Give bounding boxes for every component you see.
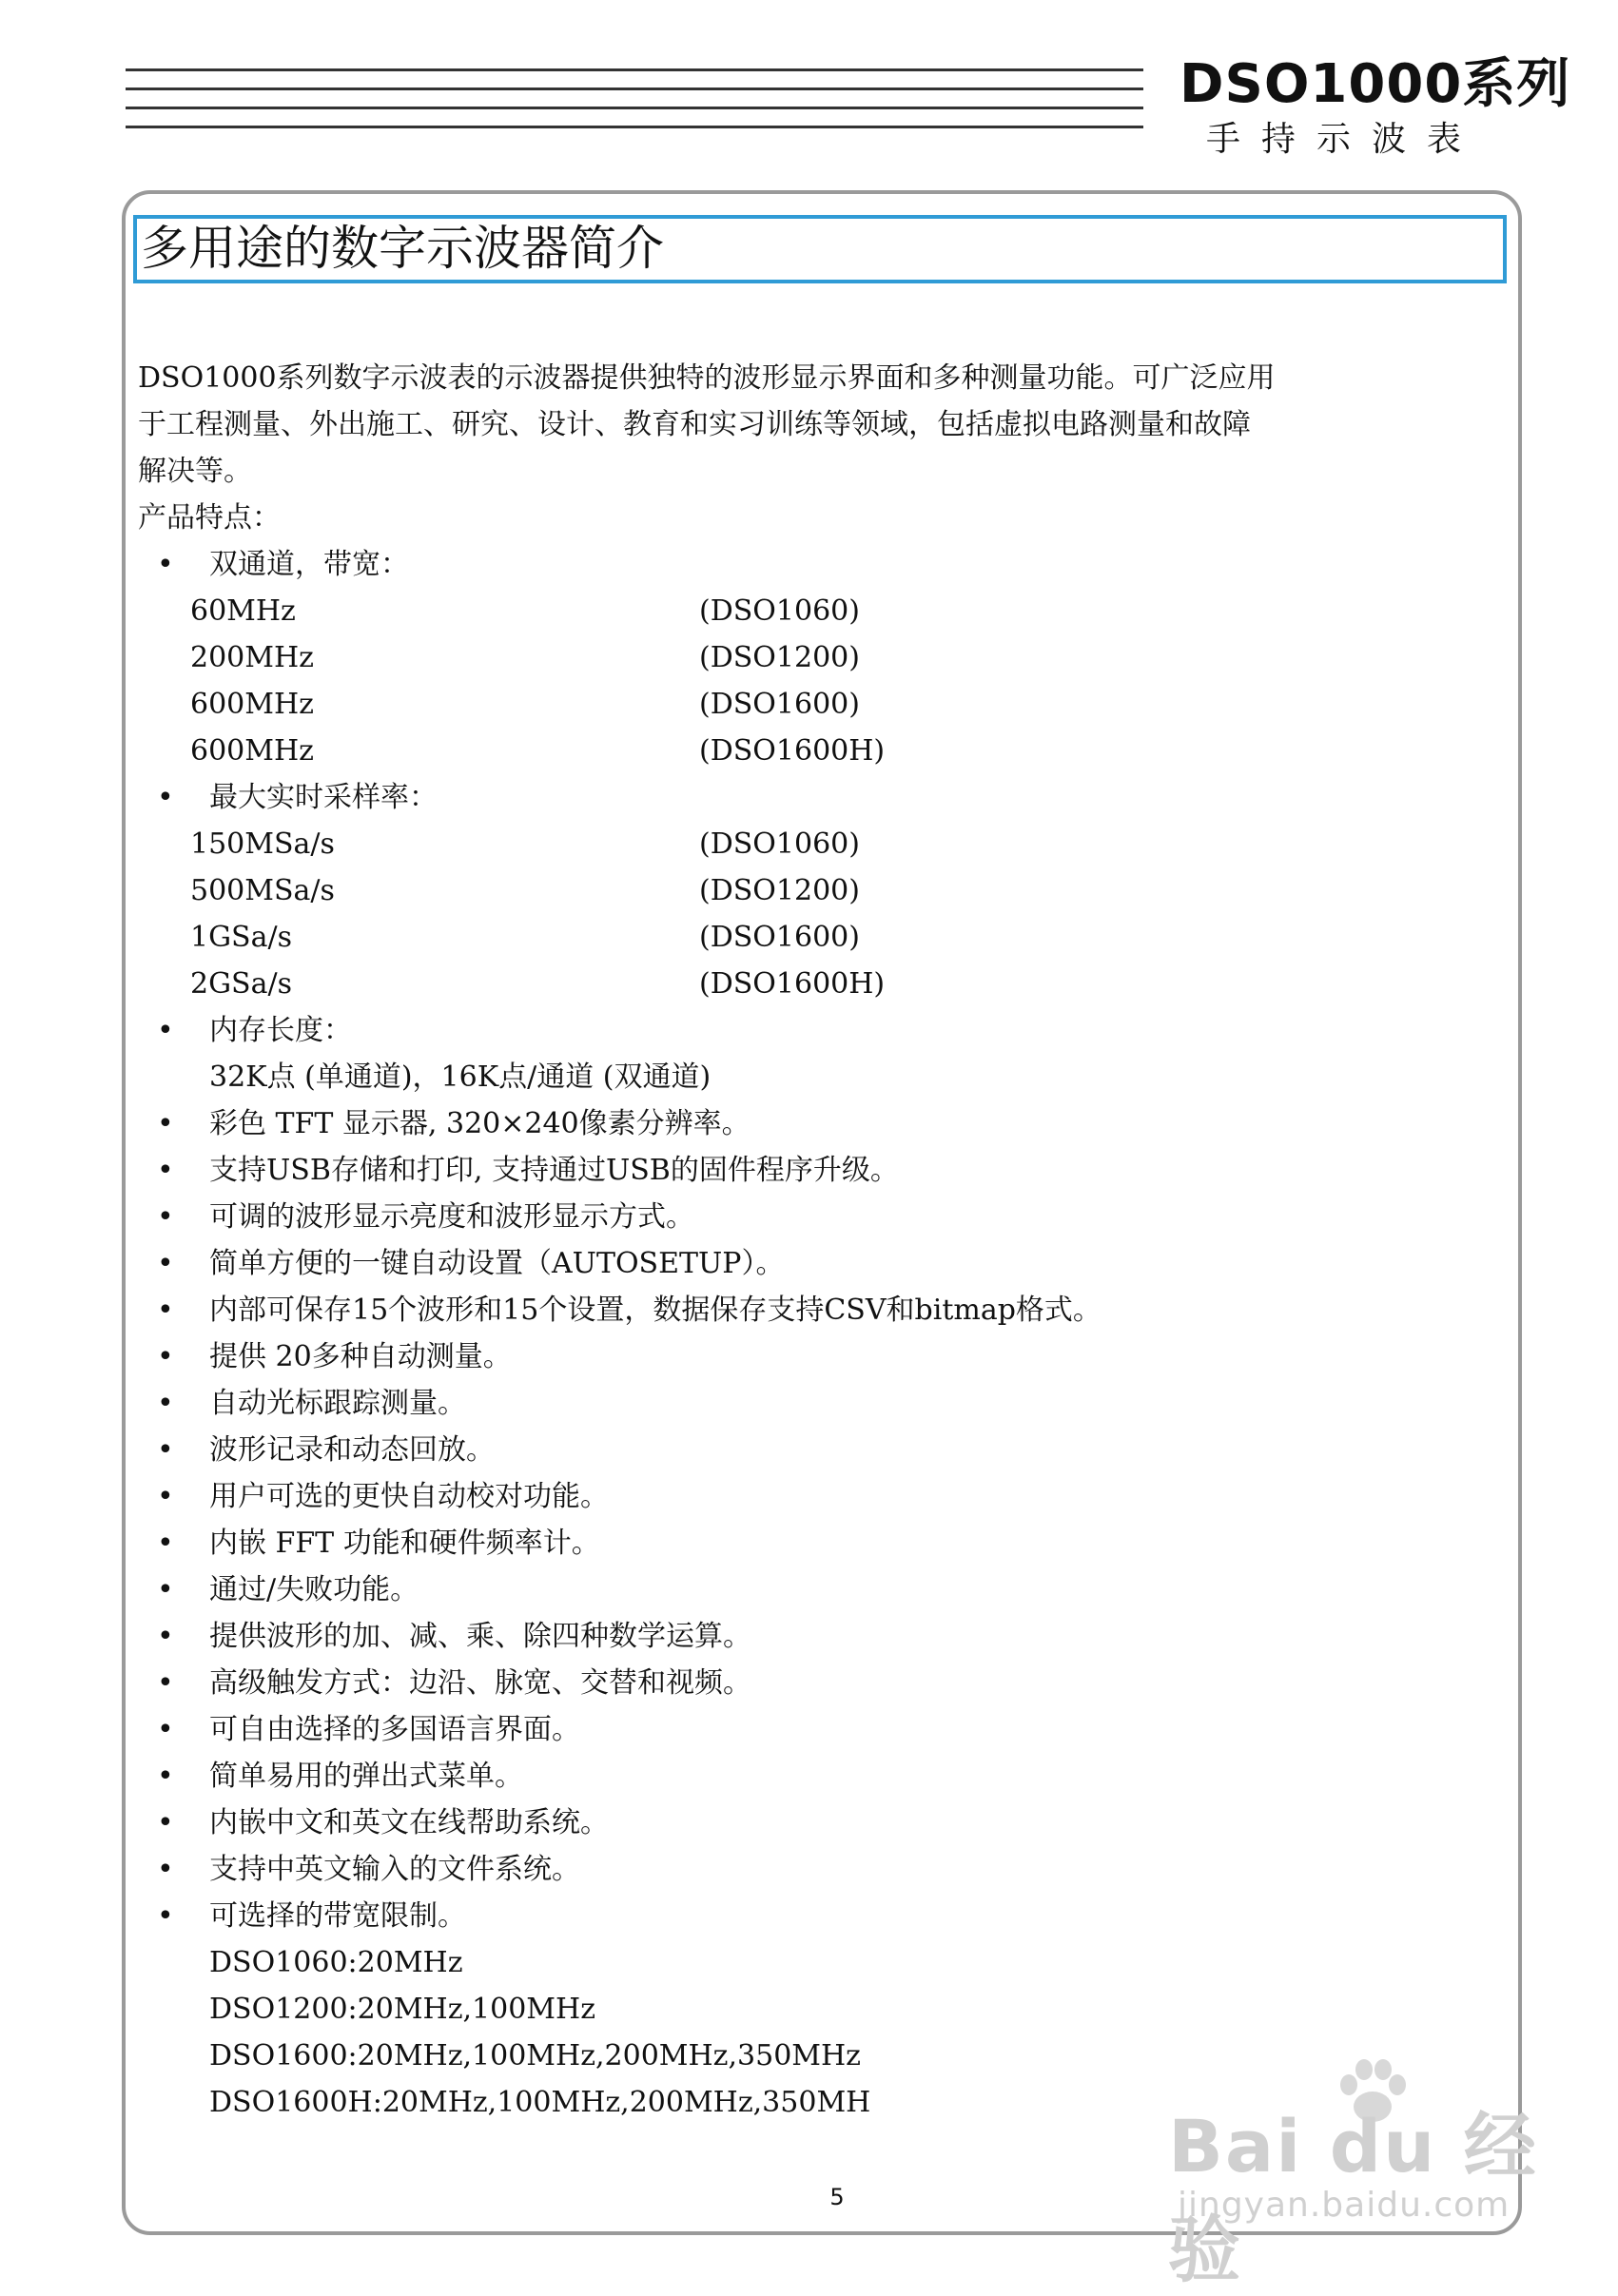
bw-limit-text: DSO1200:20MHz,100MHz <box>209 1993 595 2026</box>
feature-text: 可调的波形显示亮度和波形显示方式。 <box>209 1200 694 1234</box>
feature-item <box>138 1287 1508 1333</box>
feature-list <box>138 1100 1508 1893</box>
bullet-memory <box>138 1007 1508 1054</box>
feature-text: 内嵌 FFT 功能和硬件频率计。 <box>209 1527 600 1560</box>
header-rule-1 <box>126 68 1143 71</box>
feature-item <box>138 1333 1508 1380</box>
bullet-sample-rate <box>138 774 1508 821</box>
bullet-bandwidth <box>138 541 1508 588</box>
spec-row <box>138 681 1508 728</box>
spec-row <box>138 961 1508 1007</box>
feature-item <box>138 1520 1508 1566</box>
feature-item <box>138 1473 1508 1520</box>
memory-detail <box>138 1054 1508 1100</box>
spec-value: 2GSa/s <box>190 967 292 1001</box>
feature-text: 用户可选的更快自动校对功能。 <box>209 1480 609 1513</box>
bullet-marker: • <box>157 781 174 814</box>
bullet-marker: • <box>157 1433 174 1467</box>
feature-text: 内嵌中文和英文在线帮助系统。 <box>209 1806 609 1839</box>
spec-value: 600MHz <box>190 688 314 721</box>
bullet-text: 可选择的带宽限制。 <box>209 1899 466 1933</box>
bw-limit-row <box>138 1939 1508 1986</box>
bullet-marker: • <box>157 548 174 581</box>
brand-subtitle: 手持示波表 <box>1206 120 1483 159</box>
features-heading: 产品特点： <box>138 501 281 535</box>
spec-model: (DSO1600) <box>699 921 860 954</box>
memory-detail-text: 32K点 (单通道)，16K点/通道 (双通道) <box>209 1060 712 1094</box>
spec-row <box>138 634 1508 681</box>
feature-text: 波形记录和动态回放。 <box>209 1433 495 1467</box>
spec-model: (DSO1060) <box>699 827 860 861</box>
feature-item <box>138 1427 1508 1473</box>
spec-value: 500MSa/s <box>190 874 335 907</box>
feature-text: 彩色 TFT 显示器, 320×240像素分辨率。 <box>209 1107 751 1140</box>
bullet-marker: • <box>157 1107 174 1140</box>
feature-text: 内部可保存15个波形和15个设置，数据保存支持CSV和bitmap格式。 <box>209 1294 1101 1327</box>
watermark-url: jingyan.baidu.com <box>1178 2186 1511 2225</box>
feature-text: 通过/失败功能。 <box>209 1573 419 1606</box>
spec-model: (DSO1600H) <box>699 967 886 1001</box>
spec-row <box>138 914 1508 961</box>
spec-row <box>138 728 1508 774</box>
feature-text: 高级触发方式：边沿、脉宽、交替和视频。 <box>209 1666 751 1700</box>
feature-item <box>138 1706 1508 1753</box>
spec-value: 200MHz <box>190 641 314 674</box>
spec-row <box>138 867 1508 914</box>
bullet-marker: • <box>157 1853 174 1886</box>
feature-item <box>138 1660 1508 1706</box>
bullet-text: 双通道，带宽： <box>209 548 409 581</box>
spec-value: 150MSa/s <box>190 827 335 861</box>
feature-text: 简单易用的弹出式菜单。 <box>209 1760 523 1793</box>
bw-limit-text: DSO1600:20MHz,100MHz,200MHz,350MHz <box>209 2039 861 2072</box>
feature-text: 自动光标跟踪测量。 <box>209 1387 466 1420</box>
feature-text: 可自由选择的多国语言界面。 <box>209 1713 580 1746</box>
feature-item <box>138 1380 1508 1427</box>
intro-line: 于工程测量、外出施工、研究、设计、教育和实习训练等领域，包括虚拟电路测量和故障 <box>138 408 1251 441</box>
header-rule-4 <box>126 126 1143 128</box>
bullet-marker: • <box>157 1806 174 1839</box>
bullet-marker: • <box>157 1527 174 1560</box>
feature-item <box>138 1194 1508 1240</box>
spec-value: 1GSa/s <box>190 921 292 954</box>
spec-model: (DSO1200) <box>699 641 860 674</box>
spec-model: (DSO1200) <box>699 874 860 907</box>
bullet-marker: • <box>157 1620 174 1653</box>
intro-paragraph <box>138 355 1508 495</box>
page-number: 5 <box>829 2184 845 2210</box>
section-title: 多用途的数字示波器简介 <box>133 215 1507 283</box>
bullet-marker: • <box>157 1666 174 1700</box>
spec-value: 600MHz <box>190 734 314 768</box>
header-rule-2 <box>126 88 1143 90</box>
feature-text: 简单方便的一键自动设置（AUTOSETUP）。 <box>209 1247 785 1280</box>
feature-text: 提供波形的加、减、乘、除四种数学运算。 <box>209 1620 751 1653</box>
intro-line: DSO1000系列数字示波表的示波器提供独特的波形显示界面和多种测量功能。可广泛应用 <box>138 361 1276 395</box>
spec-model: (DSO1060) <box>699 594 860 628</box>
feature-item <box>138 1147 1508 1194</box>
bullet-marker: • <box>157 1247 174 1280</box>
bullet-marker: • <box>157 1760 174 1793</box>
bullet-text: 内存长度： <box>209 1014 352 1047</box>
bw-limit-row <box>138 1986 1508 2033</box>
bullet-marker: • <box>157 1899 174 1933</box>
bullet-marker: • <box>157 1713 174 1746</box>
feature-text: 支持中英文输入的文件系统。 <box>209 1853 580 1886</box>
feature-item <box>138 1240 1508 1287</box>
feature-item <box>138 1566 1508 1613</box>
bullet-bw-limit <box>138 1893 1508 1939</box>
bullet-marker: • <box>157 1200 174 1234</box>
brand-title: DSO1000系列 <box>1179 53 1571 115</box>
feature-text: 支持USB存储和打印, 支持通过USB的固件程序升级。 <box>209 1154 899 1187</box>
bullet-marker: • <box>157 1294 174 1327</box>
watermark-logo: Bai du 经验 <box>1168 2104 1538 2292</box>
bullet-marker: • <box>157 1014 174 1047</box>
feature-text: 提供 20多种自动测量。 <box>209 1340 512 1373</box>
bullet-text: 最大实时采样率： <box>209 781 438 814</box>
spec-model: (DSO1600H) <box>699 734 886 768</box>
bullet-marker: • <box>157 1340 174 1373</box>
feature-item <box>138 1100 1508 1147</box>
bullet-marker: • <box>157 1387 174 1420</box>
bullet-marker: • <box>157 1573 174 1606</box>
spec-row <box>138 821 1508 867</box>
bullet-marker: • <box>157 1480 174 1513</box>
bullet-marker: • <box>157 1154 174 1187</box>
feature-item <box>138 1613 1508 1660</box>
header-rule-3 <box>126 107 1143 109</box>
spec-model: (DSO1600) <box>699 688 860 721</box>
feature-item <box>138 1846 1508 1893</box>
intro-line: 解决等。 <box>138 455 252 488</box>
watermark <box>1168 2054 1549 2292</box>
bw-limit-text: DSO1600H:20MHz,100MHz,200MHz,350MH <box>209 2086 871 2119</box>
feature-item <box>138 1753 1508 1800</box>
content <box>138 355 1508 2126</box>
feature-item <box>138 1800 1508 1846</box>
bw-limit-text: DSO1060:20MHz <box>209 1946 463 1979</box>
spec-value: 60MHz <box>190 594 296 628</box>
spec-row <box>138 588 1508 634</box>
